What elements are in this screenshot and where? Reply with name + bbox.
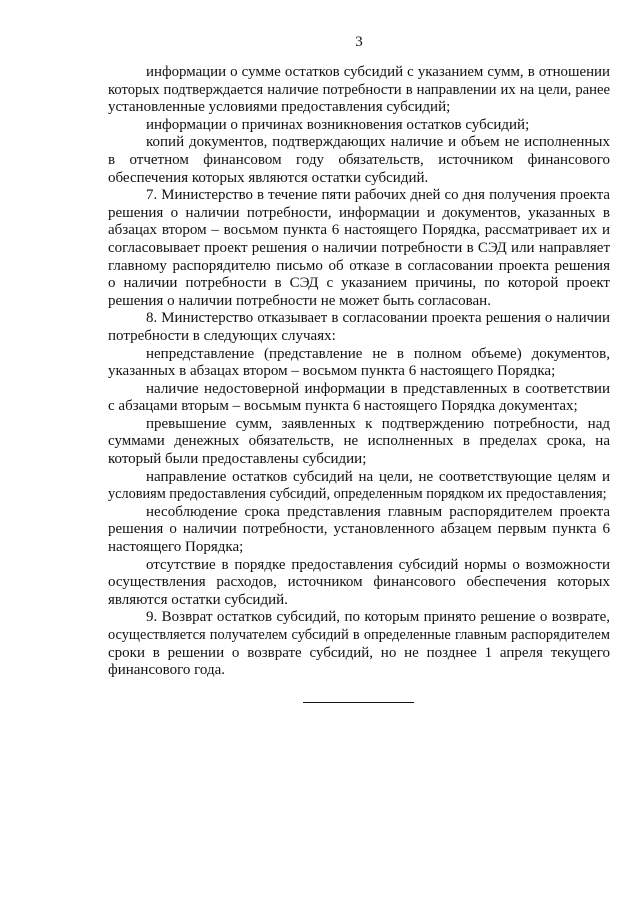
text-line: обеспечения которых являются остатки субсидий. [108, 169, 429, 186]
clause-7 [108, 187, 610, 310]
refusal-reason-unreliable-info [108, 381, 610, 416]
clause-9 [108, 609, 610, 679]
text-line: настоящего Порядка; [108, 539, 244, 556]
text-line: в отчетном финансовом году обязательств, источником финансового [108, 151, 610, 168]
text-line: который были предоставлены субсидии; [108, 451, 367, 468]
text-line: отсутствие в порядке предоставления субсидий нормы о возможности [146, 556, 610, 573]
text-line: суммами денежных обязательств, не исполненных в пределах срока, на [108, 433, 610, 450]
refusal-reason-excess-amounts [108, 416, 610, 469]
text-line: потребности в следующих случаях: [108, 327, 336, 344]
text-line: о наличии потребности в СЭД с указанием причины, по которой проект [108, 275, 610, 292]
refusal-reason-no-norm [108, 557, 610, 610]
text-line: установленные условиями предоставления субсидий; [108, 99, 451, 116]
text-line: несоблюдение срока представления главным распорядителем проекта [146, 503, 610, 520]
refusal-reason-non-submission [108, 346, 610, 381]
text-line: являются остатки субсидий. [108, 591, 288, 608]
refusal-reason-wrong-purpose [108, 469, 610, 504]
text-line: информации о сумме остатков субсидий с указанием сумм, в отношении [146, 64, 610, 80]
paragraph-remainder-reasons [108, 117, 610, 135]
text-line: направление остатков субсидий на цели, не соответствующие целям и [146, 468, 610, 485]
text-line: 8. Министерство отказывает в согласовании проекта решения о наличии [146, 310, 610, 327]
text-line: сроки в решении о возврате субсидий, но не позднее 1 апреля текущего [108, 644, 610, 661]
text-line: согласовывает проект решения о наличии потребности в СЭД или направляет [108, 239, 610, 256]
refusal-reason-missed-deadline [108, 504, 610, 557]
text-line: копий документов, подтверждающих наличие и объем не исполненных [146, 134, 610, 151]
clause-8 [108, 310, 610, 345]
text-line: абзацах втором – восьмом пункта 6 настоящего Порядка, рассматривает их и [108, 222, 610, 239]
closing-rule [303, 702, 414, 703]
text-line: осуществления расходов, источником финансового обеспечения которых [108, 574, 610, 591]
paragraph-document-copies [108, 134, 610, 187]
text-line: информации о причинах возникновения остатков субсидий; [146, 116, 530, 133]
text-line: с абзацами вторым – восьмым пункта 6 настоящего Порядка документах; [108, 398, 578, 415]
text-line: финансового года. [108, 662, 226, 679]
body-text [108, 64, 610, 680]
text-line: которых подтверждается наличие потребности в направлении их на цели, ранее [108, 81, 610, 98]
text-line: 7. Министерство в течение пяти рабочих дней со дня получения проекта [146, 187, 610, 204]
text-line: решения о наличии потребности, информации и документов, указанных в [108, 204, 610, 221]
text-line: наличие недостоверной информации в представленных в соответствии [146, 380, 610, 397]
text-line: главному распорядителю письмо об отказе в согласовании проекта решения [108, 257, 610, 274]
paragraph-remainder-amounts [108, 64, 610, 117]
text-line: условиям предоставления субсидий, определенным порядком их предоставления; [108, 486, 607, 503]
text-line: указанных в абзацах втором – восьмом пункта 6 настоящего Порядка; [108, 363, 556, 380]
text-line: осуществляется получателем субсидий в определенные главным распорядителем [108, 627, 610, 643]
text-line: решения о наличии потребности, установленного абзацем первым пункта 6 [108, 521, 610, 538]
text-line: 9. Возврат остатков субсидий, по которым принято решение о возврате, [146, 609, 610, 626]
text-line: непредставление (представление не в полном объеме) документов, [146, 345, 610, 362]
page-number: 3 [355, 34, 363, 50]
text-line: превышение сумм, заявленных к подтверждению потребности, над [146, 415, 610, 432]
text-line: решения о наличии потребности не может быть согласован. [108, 292, 491, 309]
